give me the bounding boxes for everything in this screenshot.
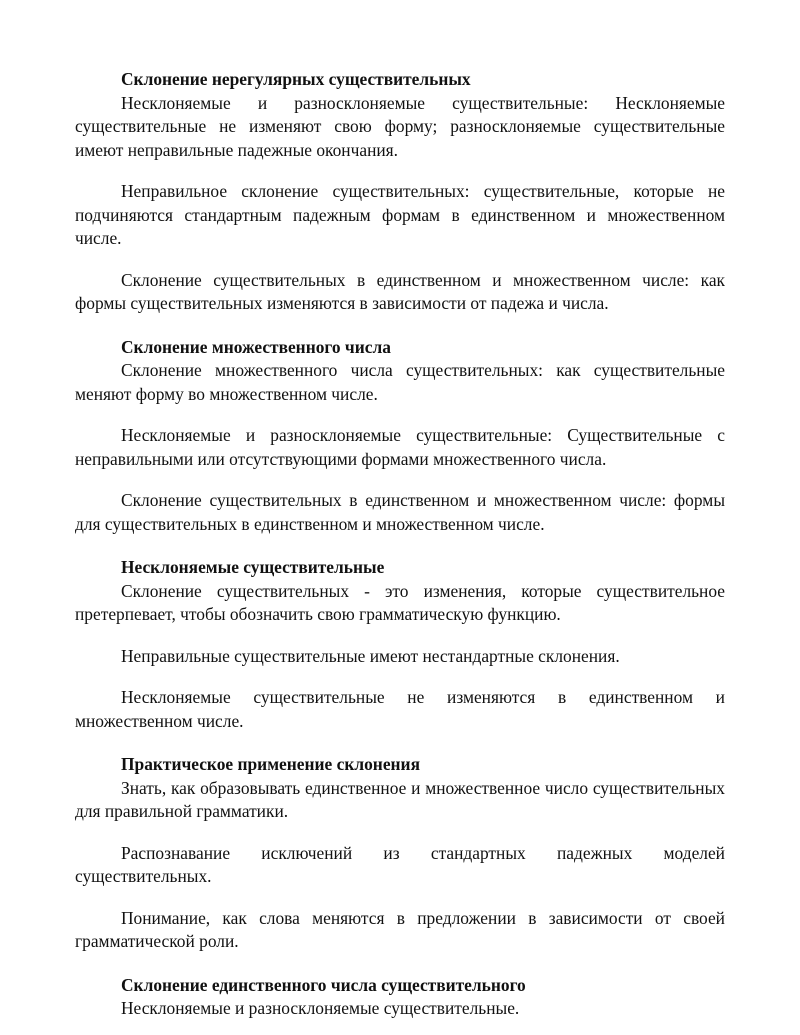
section-heading: Практическое применение склонения (121, 754, 420, 774)
paragraph: Несклоняемые и разносклоняемые существительные: Существительные с неправильными или отсутствующими формами множественного числа. (75, 425, 725, 469)
section-heading: Несклоняемые существительные (121, 557, 385, 577)
paragraph: Понимание, как слова меняются в предложении в зависимости от своей грамматической роли. (75, 907, 725, 951)
paragraph: Несклоняемые и разносклоняемые существительные. (121, 998, 520, 1018)
paragraph: Несклоняемые существительные не изменяются в единственном и множественном числе. (75, 687, 725, 731)
section-plural-declension (75, 336, 725, 537)
paragraph: Склонение существительных в единственном и множественном числе: как формы существительных изменяются в зависимости от падежа и числа. (75, 269, 725, 313)
paragraph: Знать, как образовывать единственное и множественное число существительных для правильной грамматики. (75, 777, 725, 821)
section-practical-application (75, 753, 725, 954)
paragraph: Склонение существительных в единственном и множественном числе: формы для существительных в единственном и множественном числе. (75, 490, 725, 534)
section-singular-declension (75, 974, 725, 1021)
section-irregular-nouns (75, 68, 725, 316)
paragraph: Склонение множественного числа существительных: как существительные меняют форму во множественном числе. (75, 360, 725, 404)
paragraph: Несклоняемые и разносклоняемые существительные: Несклоняемые существительные не изменяют свою форму; разносклоняемые существительные имеют неправильные падежные окончания. (75, 92, 725, 160)
section-indeclinable-nouns (75, 556, 725, 733)
section-heading: Склонение единственного числа существительного (121, 974, 526, 995)
paragraph: Склонение существительных - это изменения, которые существительное претерпевает, чтобы обозначить свою грамматическую функцию. (75, 580, 725, 624)
paragraph: Неправильные существительные имеют нестандартные склонения. (121, 645, 620, 666)
document-page (75, 68, 725, 1021)
paragraph: Неправильное склонение существительных: существительные, которые не подчиняются стандартным падежным формам в единственном и множественном числе. (75, 181, 725, 248)
paragraph: Распознавание исключений из стандартных падежных моделей существительных. (75, 842, 725, 886)
section-heading: Склонение множественного числа (121, 336, 391, 357)
section-heading: Склонение нерегулярных существительных (121, 69, 471, 89)
